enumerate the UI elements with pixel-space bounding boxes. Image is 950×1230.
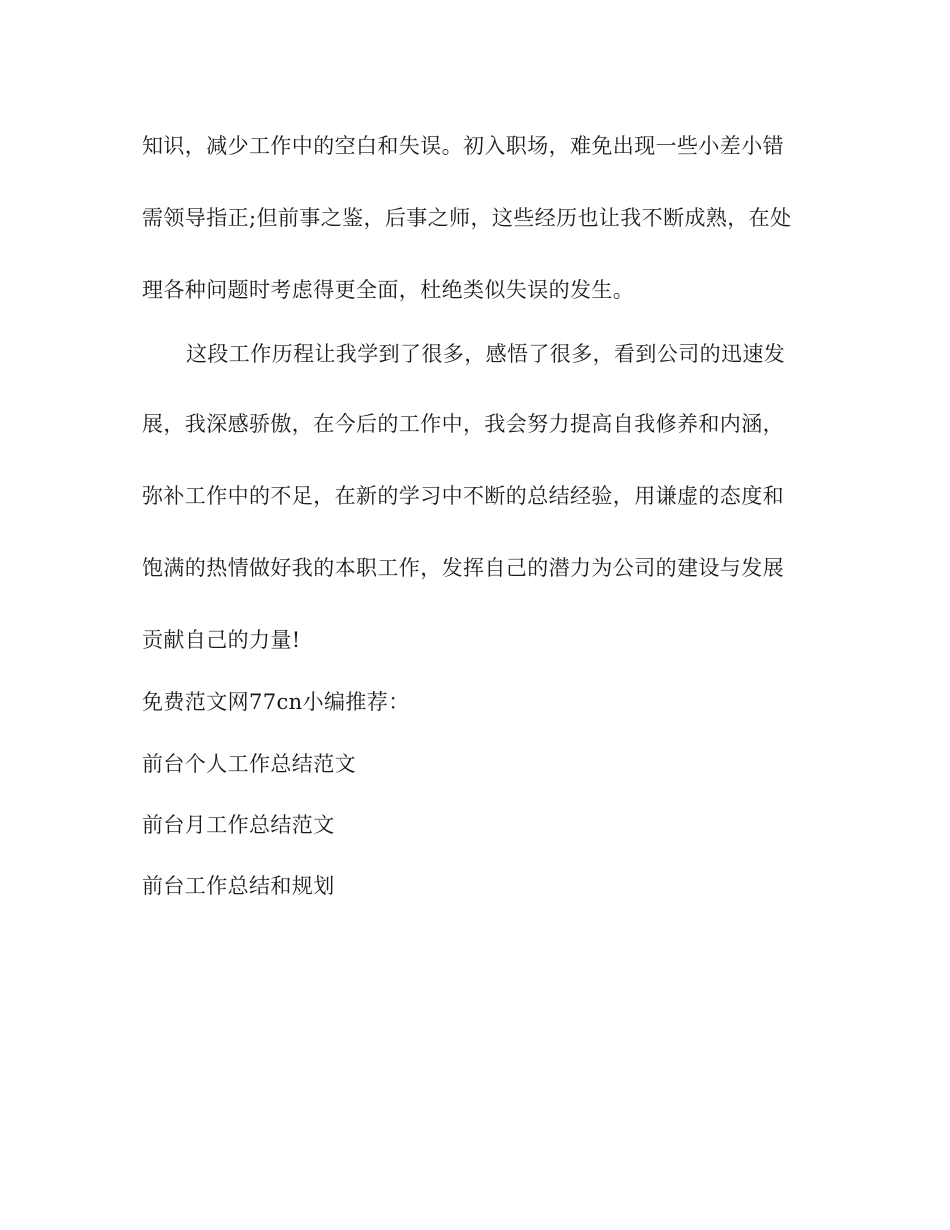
recommend-heading: 免费范文网77cn小编推荐：: [142, 690, 410, 714]
paragraph-2-line-2: 展，我深感骄傲，在今后的工作中，我会努力提高自我修养和内涵，: [142, 412, 784, 436]
recommend-link[interactable]: 前台工作总结和规划: [142, 874, 335, 898]
recommend-link[interactable]: 前台个人工作总结范文: [142, 752, 356, 776]
paragraph-2-line-4: 饱满的热情做好我的本职工作，发挥自己的潜力为公司的建设与发展: [142, 556, 784, 580]
recommend-link[interactable]: 前台月工作总结范文: [142, 813, 335, 837]
paragraph-1-line-2: 需领导指正;但前事之鉴，后事之师，这些经历也让我不断成熟，在处: [142, 206, 792, 230]
paragraph-2-line-1: 这段工作历程让我学到了很多，感悟了很多，看到公司的迅速发: [186, 342, 786, 366]
paragraph-2-line-3: 弥补工作中的不足，在新的学习中不断的总结经验，用谦虚的态度和: [142, 484, 784, 508]
paragraph-1-line-1: 知识，减少工作中的空白和失误。初入职场，难免出现一些小差小错: [142, 134, 784, 158]
paragraph-2-line-5: 贡献自己的力量!: [142, 628, 301, 652]
paragraph-1-line-3: 理各种问题时考虑得更全面，杜绝类似失误的发生。: [142, 278, 635, 302]
